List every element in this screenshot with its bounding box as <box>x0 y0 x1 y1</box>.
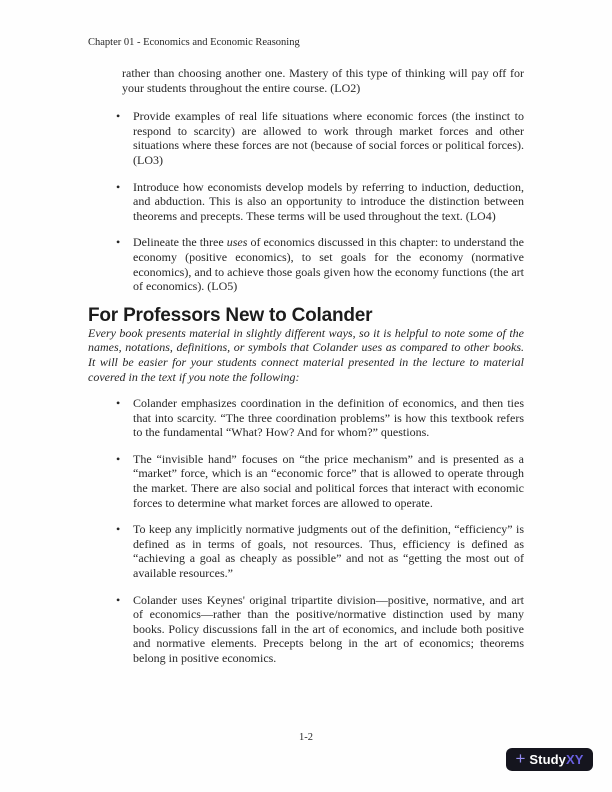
brand-study-label: Study <box>529 752 566 767</box>
objective-bullet-lo4-text: Introduce how economists develop models by referring to induction, deduction, and abduction. This is also an opportunity to introduce the distinction between theorems and precepts. These terms will be used throughout the text. (LO4) <box>133 179 524 223</box>
objective-bullet-lo3-text: Provide examples of real life situations where economic forces (the instinct to respond to scarcity) are allowed to work through market forces and other situations where these forces are not (because of social forces or political forces). (LO3) <box>133 109 524 167</box>
brand-xy-label: XY <box>566 752 584 767</box>
studyxy-badge <box>506 748 593 771</box>
chapter-title: Chapter 01 - Economics and Economic Reasoning <box>88 37 300 48</box>
colander-bullet-efficiency-text: To keep any implicitly normative judgments out of the definition, “efficiency” is defined as in terms of goals, not resources. Thus, efficiency is defined as “achieving a goal as cheaply as possible” and not as “getting the most out of available resources.” <box>133 522 524 581</box>
bullet-icon: • <box>116 522 121 537</box>
page-number: 1-2 <box>299 732 313 743</box>
objective-bullet-lo5-text-pre: Delineate the three <box>133 235 227 250</box>
bullet-icon: • <box>116 592 121 607</box>
colander-bullet-efficiency <box>88 522 524 580</box>
colander-bullet-tripartite <box>88 593 524 666</box>
objective-bullet-lo5-text-emphasis: uses <box>226 235 248 250</box>
bullet-icon: • <box>116 235 121 250</box>
page-footer <box>0 732 612 743</box>
bullet-icon: • <box>116 109 121 124</box>
objective-bullet-lo5 <box>88 235 524 293</box>
page-header <box>88 37 300 49</box>
plus-icon: + <box>515 749 526 768</box>
objective-bullet-lo3 <box>88 109 524 167</box>
section-heading: For Professors New to Colander <box>88 304 373 326</box>
bullet-icon: • <box>116 451 121 466</box>
bullet-icon: • <box>116 396 121 411</box>
objective-bullet-lo4 <box>88 180 524 224</box>
colander-bullet-tripartite-text: Colander uses Keynes' original tripartite division—positive, normative, and art of economics—rather than the positive/normative distinction used by many books. Policy discussions fall in the art of economics, and include both positive and normative elements. Precepts belong in the art of economics; theorems belong in positive economics. <box>133 592 524 665</box>
colander-bullet-coordination-text: Colander emphasizes coordination in the definition of economics, and then ties that into scarcity. “The three coordination problems” is how this textbook refers to the fundamental “What? How? And for whom?” questions. <box>133 396 524 440</box>
colander-bullet-coordination <box>88 396 524 440</box>
page-content <box>88 66 524 678</box>
colander-bullet-invisible-hand-text: The “invisible hand” focuses on “the price mechanism” and is presented as a “market” force, which is an “economic force” that is allowed to operate through the market. There are also social and political forces that interact with economic forces to determine what market forces are allowed to operate. <box>133 451 524 510</box>
bullet-icon: • <box>116 179 121 194</box>
colander-bullet-invisible-hand <box>88 452 524 510</box>
colander-intro-paragraph: Every book presents material in slightly different ways, so it is helpful to note some of the names, notations, definitions, or symbols that Colander uses as compared to other books. It will be easier for your students connect material presented in the lecture to material covered in the text if you note the following: <box>88 325 524 384</box>
objectives-continuation-paragraph: rather than choosing another one. Mastery of this type of thinking will pay off for your students throughout the entire course. (LO2) <box>122 66 524 95</box>
objective-bullet-lo5-text-post: of economics discussed in this chapter: to understand the economy (positive economics), to set goals for the economy (normative economics), and to achieve those goals given how the economy functions (the art of economics). (LO5) <box>133 235 524 294</box>
